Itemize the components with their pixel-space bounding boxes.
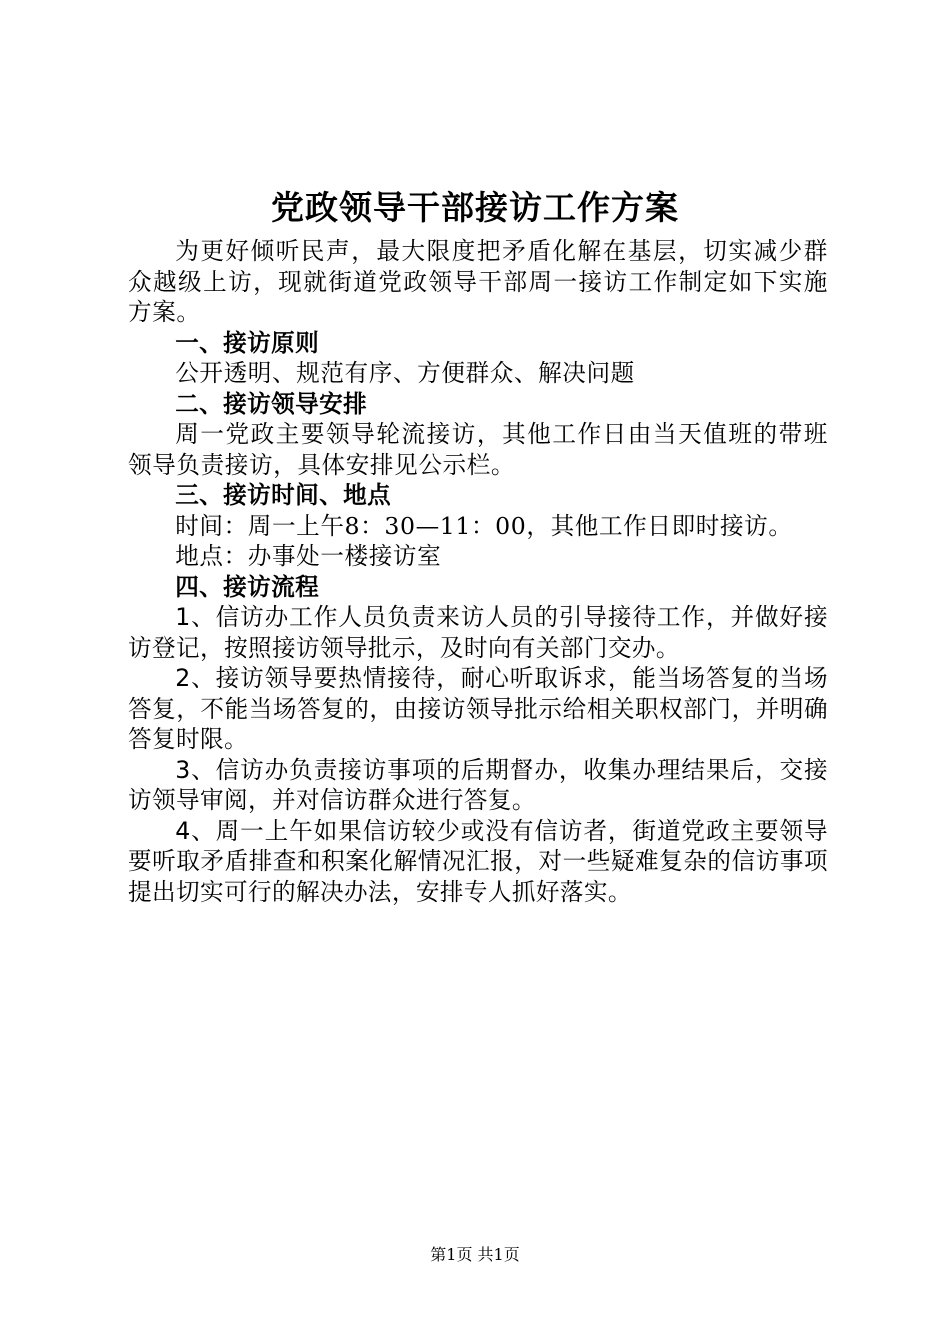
intro-paragraph: 为更好倾听民声，最大限度把矛盾化解在基层，切实减少群众越级上访，现就街道党政领导干部周一接访工作制定如下实施方案。 (128, 237, 828, 326)
process-step-3: 3、信访办负责接访事项的后期督办，收集办理结果后，交接访领导审阅，并对信访群众进行答复。 (128, 755, 828, 814)
principles-text: 公开透明、规范有序、方便群众、解决问题 (175, 359, 635, 387)
time-text: 时间：周一上午8：30—11：00，其他工作日即时接访。 (175, 511, 793, 540)
process-step-1: 1、信访办工作人员负责来访人员的引导接待工作，并做好接访登记，按照接访领导批示，及时向有关部门交办。 (128, 603, 828, 662)
section-heading-leaders: 二、接访领导安排 (175, 389, 368, 418)
section-heading-principles: 一、接访原则 (175, 328, 320, 357)
place-text: 地点：办事处一楼接访室 (175, 542, 442, 570)
leaders-text: 周一党政主要领导轮流接访，其他工作日由当天值班的带班领导负责接访，具体安排见公示栏。 (128, 420, 828, 479)
page-number-footer: 第1页 共1页 (430, 1245, 520, 1264)
document-title: 党政领导干部接访工作方案 (271, 188, 679, 227)
process-step-2: 2、接访领导要热情接待，耐心听取诉求，能当场答复的当场答复，不能当场答复的，由接访领导批示给相关职权部门，并明确答复时限。 (128, 664, 828, 753)
document-body (128, 236, 828, 907)
section-heading-process: 四、接访流程 (175, 572, 320, 601)
section-heading-time-place: 三、接访时间、地点 (175, 481, 392, 509)
process-step-4: 4、周一上午如果信访较少或没有信访者，街道党政主要领导要听取矛盾排查和积案化解情况汇报，对一些疑难复杂的信访事项提出切实可行的解决办法，安排专人抓好落实。 (128, 816, 828, 906)
